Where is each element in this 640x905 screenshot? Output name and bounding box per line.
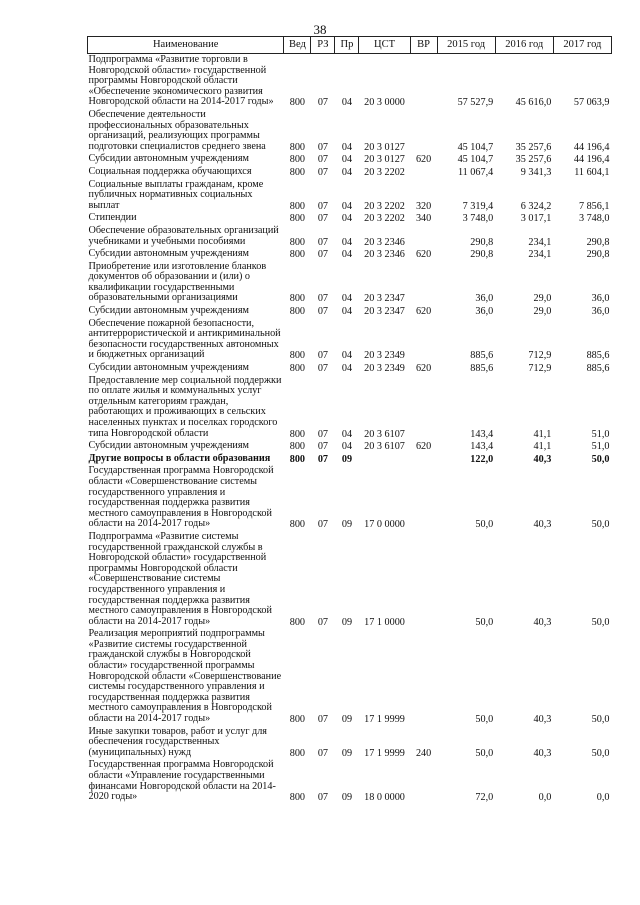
cell-ved: 800	[289, 350, 306, 362]
cell-cst: 20 3 6107	[364, 441, 405, 453]
cell-pr: 04	[341, 306, 353, 318]
cell-pr: 09	[341, 616, 353, 628]
cell-cst: 20 3 2347	[364, 293, 405, 305]
cell-2017: 50,0	[591, 714, 610, 726]
cell-name: Обеспечение образовательных организаций учебниками и учебными пособиями	[88, 224, 279, 247]
cell-vr	[410, 54, 437, 109]
cell-pr: 09	[341, 792, 353, 804]
cell-2016: 40,3	[533, 714, 552, 726]
cell-rz: 07	[317, 154, 329, 166]
cell-2016: 29,0	[533, 306, 552, 318]
cell-rz: 07	[317, 363, 329, 375]
cell-name: Социальные выплаты гражданам, кроме публичных нормативных социальных выплат	[88, 178, 264, 211]
cell-2017: 50,0	[591, 519, 610, 531]
cell-pr: 09	[341, 519, 353, 531]
cell-ved: 800	[289, 293, 306, 305]
cell-cst: 18 0 0000	[364, 792, 405, 804]
cell-2017: 44 196,4	[573, 141, 610, 153]
cell-2015: 290,8	[470, 249, 494, 261]
cell-pr: 04	[341, 200, 353, 212]
cell-rz: 07	[317, 453, 329, 465]
cell-ved: 800	[289, 714, 306, 726]
cell-cst	[359, 453, 410, 466]
cell-pr: 09	[341, 714, 353, 726]
cell-vr	[410, 759, 437, 803]
cell-rz: 07	[317, 200, 329, 212]
cell-rz: 07	[317, 441, 329, 453]
cell-cst: 20 3 0000	[364, 97, 405, 109]
cell-vr: 320	[415, 200, 432, 212]
table-row	[88, 153, 612, 166]
cell-2016: 712,9	[528, 363, 552, 375]
col-header-name: Наименование	[88, 37, 284, 54]
cell-vr	[410, 225, 437, 248]
cell-name: Предоставление мер социальной поддержки по оплате жилья и коммунальных услуг отдельным категориям граждан, работающих и проживающих в сельских населенных пунктах и поселках городского типа Новгородской области	[88, 374, 282, 439]
cell-2017: 36,0	[591, 306, 610, 318]
cell-rz: 07	[317, 141, 329, 153]
cell-cst: 20 3 2202	[364, 166, 405, 178]
table-row	[88, 305, 612, 318]
cell-2015: 57 527,9	[457, 97, 494, 109]
cell-rz: 07	[317, 97, 329, 109]
cell-pr: 04	[341, 441, 353, 453]
table-row	[88, 375, 612, 441]
cell-ved: 800	[289, 97, 306, 109]
cell-2015: 50,0	[475, 714, 494, 726]
cell-pr: 04	[341, 236, 353, 248]
cell-rz: 07	[317, 714, 329, 726]
cell-cst: 20 3 2346	[364, 236, 405, 248]
cell-vr	[410, 531, 437, 628]
cell-2016: 35 257,6	[515, 154, 552, 166]
cell-ved: 800	[289, 141, 306, 153]
cell-2015: 72,0	[475, 792, 494, 804]
table-header	[88, 37, 612, 54]
cell-vr: 620	[415, 249, 432, 261]
cell-pr: 04	[341, 154, 353, 166]
cell-2016: 9 341,3	[520, 166, 552, 178]
cell-2015: 122,0	[470, 453, 494, 465]
cell-2017: 3 748,0	[578, 213, 610, 225]
cell-2015: 7 319,4	[462, 200, 494, 212]
cell-2016: 45 616,0	[515, 97, 552, 109]
cell-2017: 290,8	[586, 236, 610, 248]
cell-2015: 143,4	[470, 428, 494, 440]
cell-ved: 800	[289, 428, 306, 440]
cell-ved: 800	[289, 213, 306, 225]
cell-name: Субсидии автономным учреждениям	[88, 305, 249, 317]
cell-pr: 09	[341, 747, 353, 759]
cell-pr: 04	[341, 141, 353, 153]
cell-rz: 07	[317, 350, 329, 362]
cell-rz: 07	[317, 519, 329, 531]
cell-cst: 20 3 2346	[364, 249, 405, 261]
cell-name: Стипендии	[88, 212, 137, 224]
cell-ved: 800	[289, 166, 306, 178]
table-row	[88, 726, 612, 760]
cell-2017: 50,0	[591, 747, 610, 759]
cell-2015: 143,4	[470, 441, 494, 453]
cell-name: Реализация мероприятий подпрограммы «Развитие системы государственной гражданской службы в Новгородской области» государственной программы Новгородской области «Совершенствование системы государственного управления и государственная поддержка развития местного самоуправления в Новгородской области на 2014-2017 годы»	[88, 628, 282, 725]
col-header-rz: РЗ	[311, 37, 335, 54]
table-row	[88, 440, 612, 453]
cell-name: Субсидии автономным учреждениям	[88, 153, 249, 165]
cell-ved: 800	[289, 616, 306, 628]
cell-vr: 620	[415, 154, 432, 166]
table-row	[88, 248, 612, 261]
table-row	[88, 362, 612, 375]
cell-name: Приобретение или изготовление бланков документов об образовании и (или) о квалификации государственными образовательными организациями	[88, 260, 267, 304]
cell-vr	[410, 166, 437, 179]
table-row	[88, 179, 612, 213]
table-row	[88, 628, 612, 725]
cell-vr	[410, 318, 437, 362]
cell-rz: 07	[317, 166, 329, 178]
table-row	[88, 212, 612, 225]
cell-vr: 240	[415, 747, 432, 759]
col-header-2016: 2016 год	[495, 37, 553, 54]
cell-2016: 29,0	[533, 293, 552, 305]
cell-2017: 36,0	[591, 293, 610, 305]
cell-cst: 20 3 2202	[364, 200, 405, 212]
cell-vr: 340	[415, 213, 432, 225]
cell-rz: 07	[317, 747, 329, 759]
cell-name: Социальная поддержка обучающихся	[88, 165, 252, 177]
cell-pr: 04	[341, 213, 353, 225]
cell-name: Иные закупки товаров, работ и услуг для обеспечения государственных (муниципальных) нужд	[88, 725, 267, 758]
table-body	[88, 54, 612, 804]
cell-pr: 04	[341, 293, 353, 305]
cell-2016: 40,3	[533, 453, 552, 465]
cell-2017: 51,0	[591, 428, 610, 440]
table-row	[88, 759, 612, 803]
cell-cst: 17 1 0000	[364, 616, 405, 628]
cell-2015: 50,0	[475, 747, 494, 759]
table-row	[88, 166, 612, 179]
cell-cst: 20 3 0127	[364, 141, 405, 153]
cell-2015: 50,0	[475, 519, 494, 531]
cell-2016: 6 324,2	[520, 200, 552, 212]
cell-2015: 3 748,0	[462, 213, 494, 225]
cell-2015: 36,0	[475, 306, 494, 318]
cell-vr	[410, 453, 437, 466]
cell-2015: 885,6	[470, 350, 494, 362]
table-row	[88, 465, 612, 531]
cell-2017: 11 604,1	[574, 166, 610, 178]
cell-vr: 620	[415, 306, 432, 318]
cell-cst: 20 3 2349	[364, 350, 405, 362]
cell-cst: 17 0 0000	[364, 519, 405, 531]
cell-2015: 45 104,7	[457, 154, 494, 166]
col-header-2017: 2017 год	[553, 37, 611, 54]
cell-2017: 57 063,9	[573, 97, 610, 109]
cell-2017: 0,0	[596, 792, 610, 804]
table-row	[88, 453, 612, 466]
cell-rz: 07	[317, 213, 329, 225]
cell-name: Обеспечение пожарной безопасности, антитеррористической и антикриминальной безопасности государственных автономных и бюджетных организаций	[88, 317, 281, 361]
col-header-pr: Пр	[335, 37, 359, 54]
cell-ved: 800	[289, 453, 306, 465]
cell-2015: 50,0	[475, 616, 494, 628]
table-row	[88, 318, 612, 362]
cell-2017: 51,0	[591, 441, 610, 453]
cell-pr: 09	[341, 453, 353, 465]
cell-name: Обеспечение деятельности профессиональных образовательных организаций, реализующих программы подготовки специалистов среднего звена	[88, 108, 266, 152]
cell-ved: 800	[289, 249, 306, 261]
cell-name: Подпрограмма «Развитие торговли в Новгородской области» государственной программы Новгородской области «Обеспечение экономического развития Новгородской области на 2014-2017 годы»	[88, 54, 274, 108]
cell-2015: 45 104,7	[457, 141, 494, 153]
cell-rz: 07	[317, 428, 329, 440]
cell-2016: 234,1	[528, 249, 552, 261]
cell-vr	[410, 628, 437, 725]
page-number: 38	[313, 22, 327, 37]
cell-ved: 800	[289, 747, 306, 759]
table-row	[88, 531, 612, 628]
cell-pr: 04	[341, 249, 353, 261]
cell-ved: 800	[289, 519, 306, 531]
cell-2017: 290,8	[586, 249, 610, 261]
cell-vr	[410, 261, 437, 305]
cell-pr: 04	[341, 428, 353, 440]
cell-2016: 3 017,1	[520, 213, 552, 225]
cell-name: Подпрограмма «Развитие системы государственной гражданской службы в Новгородской области» государственной программы Новгородской области «Совершенствование системы государственного управления и государственная поддержка развития местного самоуправления в Новгородской области на 2014-2017 годы»	[88, 530, 272, 627]
cell-2017: 885,6	[586, 363, 610, 375]
cell-cst: 20 3 6107	[364, 428, 405, 440]
cell-cst: 17 1 9999	[364, 714, 405, 726]
cell-pr: 04	[341, 363, 353, 375]
table-row	[88, 261, 612, 305]
cell-name: Другие вопросы в области образования	[88, 452, 271, 464]
cell-rz: 07	[317, 792, 329, 804]
cell-rz: 07	[317, 236, 329, 248]
cell-ved: 800	[289, 154, 306, 166]
cell-vr	[410, 465, 437, 531]
cell-pr: 04	[341, 350, 353, 362]
cell-rz: 07	[317, 616, 329, 628]
col-header-ved: Вед	[284, 37, 311, 54]
cell-2016: 40,3	[533, 616, 552, 628]
cell-2017: 50,0	[591, 616, 610, 628]
cell-cst: 20 3 2202	[364, 213, 405, 225]
cell-name: Государственная программа Новгородской области «Управление государственными финансами Новгородской области на 2014-2020 годы»	[88, 759, 276, 803]
cell-ved: 800	[289, 200, 306, 212]
cell-rz: 07	[317, 293, 329, 305]
budget-table	[87, 36, 612, 804]
cell-rz: 07	[317, 249, 329, 261]
cell-2015: 36,0	[475, 293, 494, 305]
cell-cst: 20 3 2349	[364, 363, 405, 375]
cell-cst: 20 3 0127	[364, 154, 405, 166]
cell-2017: 7 856,1	[578, 200, 610, 212]
col-header-vr: ВР	[410, 37, 437, 54]
cell-ved: 800	[289, 236, 306, 248]
cell-2016: 41,1	[533, 428, 552, 440]
cell-pr: 04	[341, 97, 353, 109]
cell-2015: 11 067,4	[457, 166, 494, 178]
cell-ved: 800	[289, 792, 306, 804]
cell-ved: 800	[289, 441, 306, 453]
cell-2016: 234,1	[528, 236, 552, 248]
cell-2015: 885,6	[470, 363, 494, 375]
cell-ved: 800	[289, 363, 306, 375]
cell-vr	[410, 375, 437, 441]
table-row	[88, 54, 612, 109]
cell-name: Субсидии автономным учреждениям	[88, 362, 249, 374]
cell-name: Субсидии автономным учреждениям	[88, 440, 249, 452]
table-row	[88, 109, 612, 153]
cell-ved: 800	[289, 306, 306, 318]
cell-2015: 290,8	[470, 236, 494, 248]
cell-2016: 35 257,6	[515, 141, 552, 153]
cell-2016: 0,0	[538, 792, 552, 804]
table-row	[88, 225, 612, 248]
cell-name: Субсидии автономным учреждениям	[88, 248, 249, 260]
col-header-2015: 2015 год	[437, 37, 495, 54]
cell-2016: 41,1	[533, 441, 552, 453]
cell-2017: 885,6	[586, 350, 610, 362]
cell-cst: 17 1 9999	[364, 747, 405, 759]
col-header-cst: ЦСТ	[359, 37, 410, 54]
cell-2017: 50,0	[591, 453, 610, 465]
cell-2017: 44 196,4	[573, 154, 610, 166]
cell-cst: 20 3 2347	[364, 306, 405, 318]
cell-vr	[410, 109, 437, 153]
cell-2016: 40,3	[533, 747, 552, 759]
cell-vr: 620	[415, 441, 432, 453]
cell-2016: 40,3	[533, 519, 552, 531]
cell-rz: 07	[317, 306, 329, 318]
cell-name: Государственная программа Новгородской области «Совершенствование системы государственного управления и государственная поддержка развития местного самоуправления в Новгородской области на 2014-2017 годы»	[88, 465, 274, 530]
cell-pr: 04	[341, 166, 353, 178]
cell-2016: 712,9	[528, 350, 552, 362]
cell-vr: 620	[415, 363, 432, 375]
